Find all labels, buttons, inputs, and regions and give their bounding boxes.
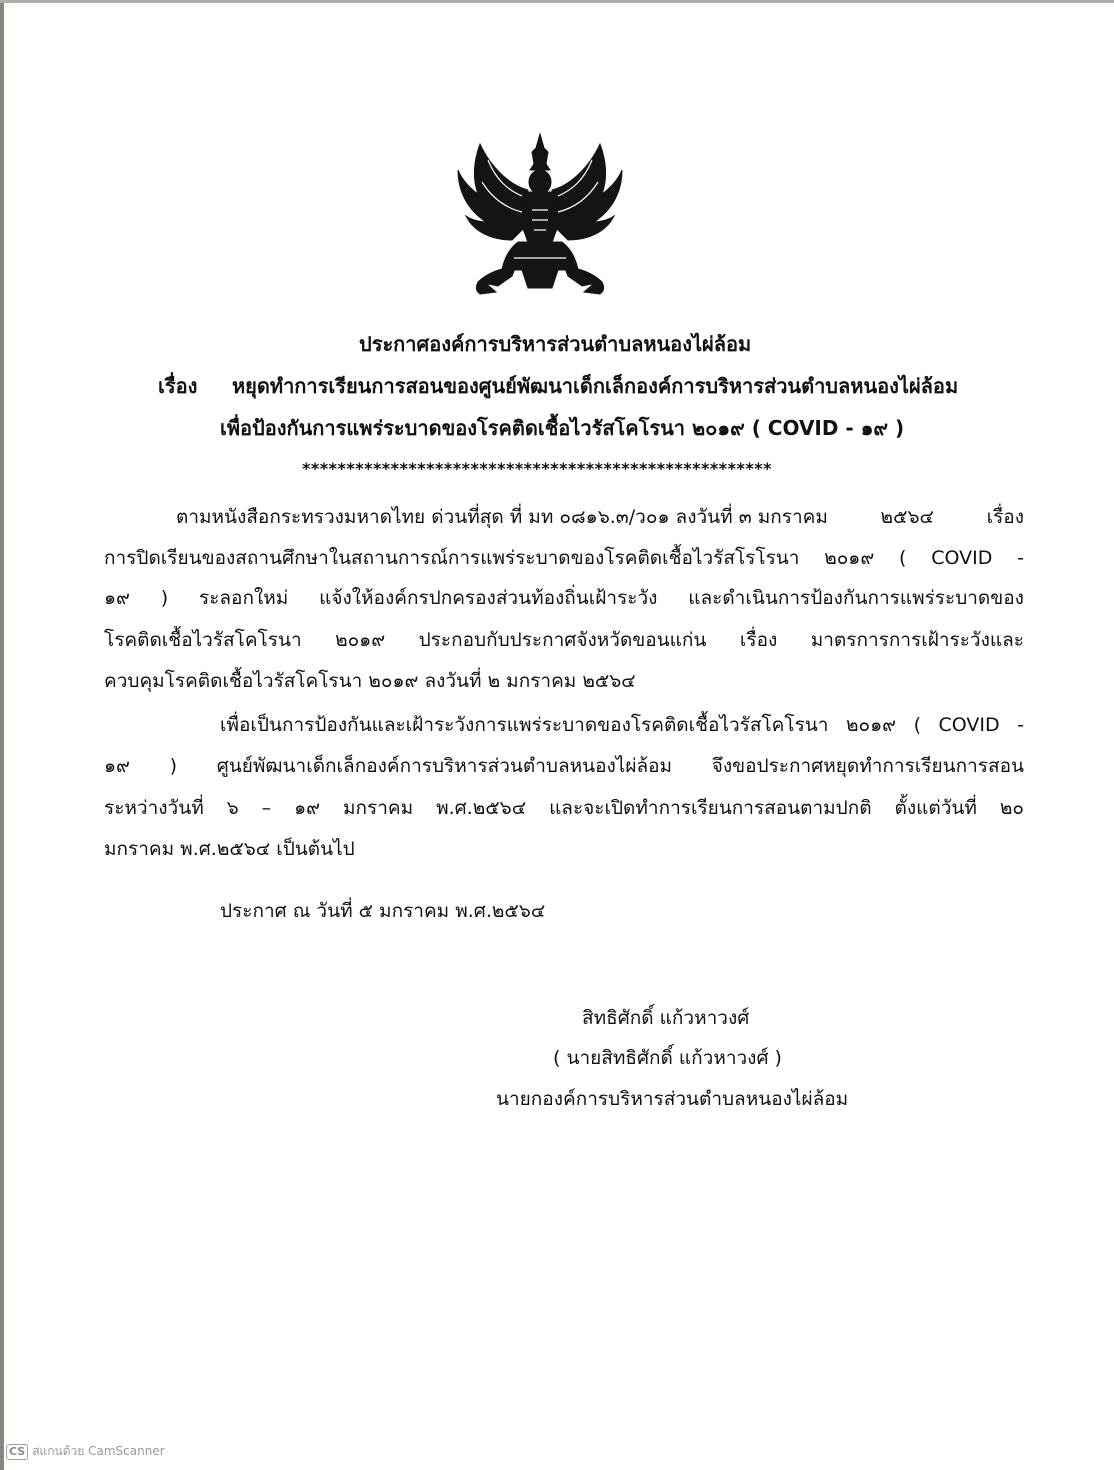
paragraph-1-line-5: ควบคุมโรคติดเชื้อไวรัสโคโรนา ๒๐๑๙ ลงวันที่ ๒ มกราคม ๒๕๖๔ xyxy=(104,670,636,692)
document-issuer: ประกาศองค์การบริหารส่วนตำบลหนองไผ่ล้อม xyxy=(359,332,752,356)
paragraph-2-line-4: มกราคม พ.ศ.๒๕๖๔ เป็นต้นไป xyxy=(104,838,355,860)
camscanner-watermark xyxy=(6,1442,165,1461)
paragraph-2-line-3: ระหว่างวันที่ ๖ – ๑๙ มกราคม พ.ศ.๒๕๖๔ และจะเปิดทำการเรียนการสอนตามปกติ ตั้งแต่วันที่ ๒๐ xyxy=(104,797,1024,819)
signatory-full-name: ( นายสิทธิศักดิ์ แก้วหาวงศ์ ) xyxy=(553,1047,782,1069)
page-edge xyxy=(0,0,4,1470)
camscanner-text: สแกนด้วย CamScanner xyxy=(32,1444,165,1458)
paragraph-1-line-3: ๑๙ ) ระลอกใหม่ แจ้งให้องค์กรปกครองส่วนท้องถิ่นเฝ้าระวัง และดำเนินการป้องกันการแพร่ระบาดของ xyxy=(104,587,1024,609)
announcement-date: ประกาศ ณ วันที่ ๕ มกราคม พ.ศ.๒๕๖๔ xyxy=(220,900,546,922)
signatory-name: สิทธิศักดิ์ แก้วหาวงศ์ xyxy=(582,1007,750,1029)
paragraph-2-line-2: ๑๙ ) ศูนย์พัฒนาเด็กเล็กองค์การบริหารส่วนตำบลหนองไผ่ล้อม จึงขอประกาศหยุดทำการเรียนการสอน xyxy=(104,755,1024,777)
paragraph-2-line-1: เพื่อเป็นการป้องกันและเฝ้าระวังการแพร่ระบาดของโรคติดเชื้อไวรัสโคโรนา ๒๐๑๙ ( COVID - xyxy=(220,714,1024,736)
garuda-emblem-icon xyxy=(452,130,628,302)
paragraph-1-line-4: โรคติดเชื้อไวรัสโคโรนา ๒๐๑๙ ประกอบกับประกาศจังหวัดขอนแก่น เรื่อง มาตรการการเฝ้าระวังและ xyxy=(104,629,1024,651)
document-subject-label: เรื่อง xyxy=(158,374,198,398)
signatory-position: นายกองค์การบริหารส่วนตำบลหนองไผ่ล้อม xyxy=(496,1088,849,1110)
page-edge-top xyxy=(0,0,1114,3)
header-separator: ***************************************************** xyxy=(302,459,772,478)
camscanner-logo-icon: CS xyxy=(6,1444,28,1460)
document-subject-line-1: หยุดทำการเรียนการสอนของศูนย์พัฒนาเด็กเล็กองค์การบริหารส่วนตำบลหนองไผ่ล้อม xyxy=(232,374,959,398)
paragraph-1-line-2: การปิดเรียนของสถานศึกษาในสถานการณ์การแพร่ระบาดของโรคติดเชื้อไวรัสโรโรนา ๒๐๑๙ ( COVID - xyxy=(104,547,1024,569)
paragraph-1-line-1: ตามหนังสือกระทรวงมหาดไทย ด่วนที่สุด ที่ มท ๐๘๑๖.๓/ว๐๑ ลงวันที่ ๓ มกราคม ๒๕๖๔ เรื่อง xyxy=(176,506,1024,528)
document-subject-line-2: เพื่อป้องกันการแพร่ระบาดของโรคติดเชื้อไวรัสโคโรนา ๒๐๑๙ ( COVID - ๑๙ ) xyxy=(220,416,905,440)
